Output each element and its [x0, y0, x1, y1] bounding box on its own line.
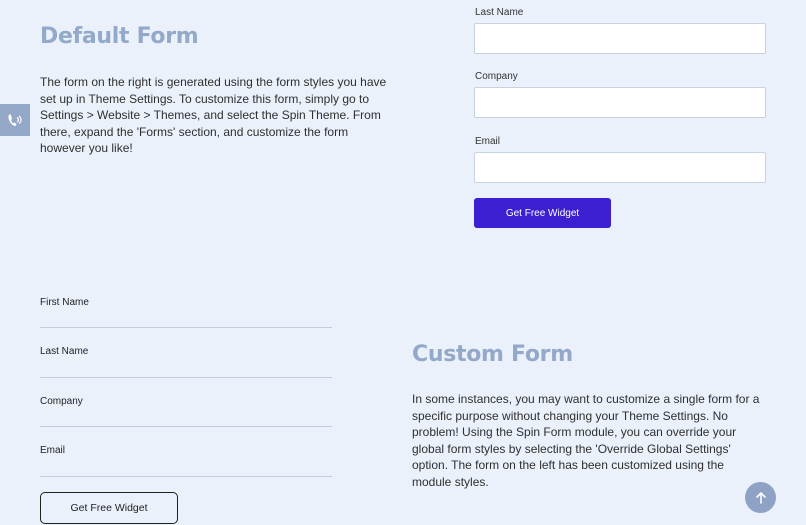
phone-icon: [6, 112, 24, 128]
default-form-description: The form on the right is generated using the form styles you have set up in Theme Settings. To customize this form, simply go to Settings > Website > Themes, and select the Spin Theme. From there, expand the 'Forms' section, and customize the form however you like!: [40, 75, 387, 155]
custom-company-input[interactable]: [40, 426, 332, 427]
default-email-input[interactable]: [474, 152, 766, 183]
custom-first-name-label: First Name: [40, 297, 89, 308]
default-company-label: Company: [475, 71, 518, 82]
custom-form-title: Custom Form: [412, 342, 573, 367]
default-company-input[interactable]: [474, 87, 766, 118]
scroll-top-button[interactable]: [745, 482, 776, 513]
custom-form-description: In some instances, you may want to customize a single form for a specific purpose without changing your Theme Settings. No problem! Using the Spin Form module, you can override your global form styles by selecting the 'Override Global Settings' option. The form on the left has been customized using the module styles.: [412, 392, 760, 489]
custom-first-name-input[interactable]: [40, 327, 332, 328]
default-last-name-label: Last Name: [475, 7, 524, 18]
default-submit-button[interactable]: Get Free Widget: [474, 198, 611, 228]
default-last-name-input[interactable]: [474, 23, 766, 54]
custom-email-input[interactable]: [40, 476, 332, 477]
custom-submit-button[interactable]: Get Free Widget: [40, 492, 178, 524]
custom-company-label: Company: [40, 396, 83, 407]
default-email-label: Email: [475, 136, 501, 147]
custom-last-name-input[interactable]: [40, 377, 332, 378]
default-form-title: Default Form: [40, 24, 199, 49]
call-tab[interactable]: [0, 104, 30, 136]
arrow-up-icon: [754, 491, 768, 505]
custom-last-name-label: Last Name: [40, 346, 89, 357]
custom-email-label: Email: [40, 445, 66, 456]
